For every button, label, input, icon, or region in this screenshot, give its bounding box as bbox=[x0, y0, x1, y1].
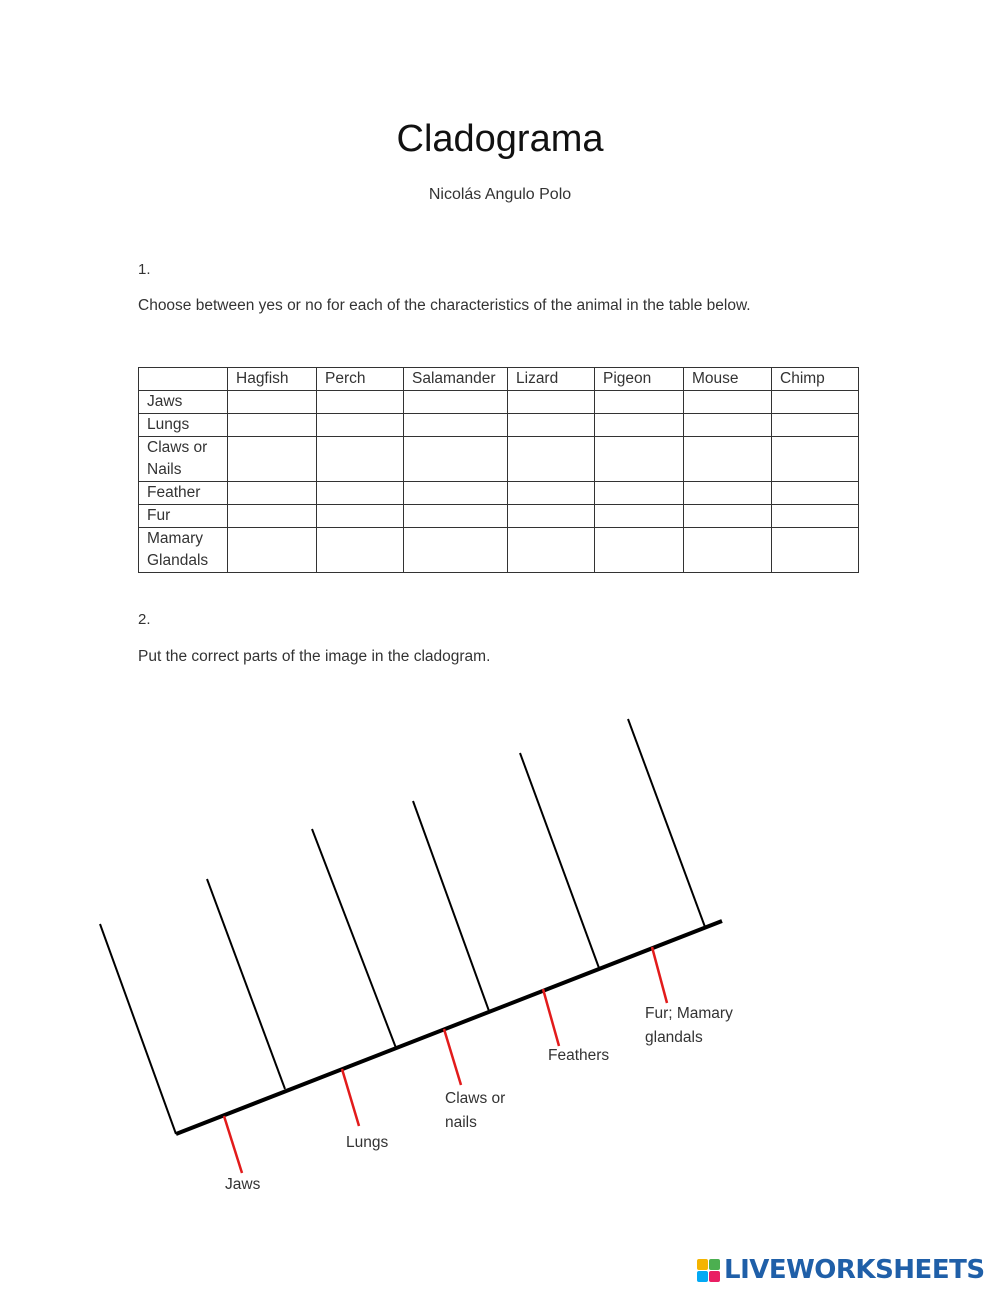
claws-marker bbox=[444, 1029, 461, 1085]
column-header: Hagfish bbox=[228, 368, 317, 391]
column-header: Salamander bbox=[404, 368, 508, 391]
fur-label-line2: glandals bbox=[645, 1029, 703, 1046]
lungs-label: Lungs bbox=[346, 1134, 389, 1151]
row-header-text: Lungs bbox=[147, 416, 190, 433]
branch-line bbox=[628, 719, 705, 927]
column-header: Lizard bbox=[508, 368, 595, 391]
question-2-instruction: Put the correct parts of the image in the cladogram. bbox=[138, 648, 491, 665]
row-header-text-line2: Glandals bbox=[147, 552, 209, 569]
page-title: Cladograma bbox=[396, 118, 604, 160]
column-header: Mouse bbox=[684, 368, 772, 391]
lungs-marker bbox=[342, 1069, 359, 1126]
branch-line bbox=[413, 801, 489, 1011]
column-header: Perch bbox=[317, 368, 404, 391]
logo-text: LIVEWORKSHEETS bbox=[724, 1255, 985, 1285]
jaws-label: Jaws bbox=[225, 1176, 261, 1193]
branch-line bbox=[520, 753, 599, 968]
row-header-text: Jaws bbox=[147, 393, 183, 410]
row-header-text: Feather bbox=[147, 484, 201, 501]
fur-label-line1: Fur; Mamary bbox=[645, 1005, 733, 1022]
logo-mark-icon bbox=[697, 1259, 720, 1282]
feathers-label: Feathers bbox=[548, 1047, 610, 1064]
branch-line bbox=[312, 829, 396, 1048]
question-1-number: 1. bbox=[138, 261, 151, 278]
fur-label bbox=[645, 1002, 733, 1050]
fur-marker bbox=[652, 947, 667, 1003]
row-header-text: Claws or bbox=[147, 439, 208, 456]
column-header: Pigeon bbox=[595, 368, 684, 391]
column-header: Chimp bbox=[772, 368, 859, 391]
branch-line bbox=[207, 879, 285, 1089]
question-2-number: 2. bbox=[138, 611, 151, 628]
liveworksheets-logo[interactable] bbox=[697, 1254, 985, 1286]
claws-label bbox=[445, 1087, 505, 1135]
feathers-marker bbox=[543, 989, 559, 1046]
row-header-text: Mamary bbox=[147, 530, 203, 547]
branch-line bbox=[100, 924, 176, 1134]
claws-label-line1: Claws or bbox=[445, 1090, 506, 1107]
question-1-instruction: Choose between yes or no for each of the characteristics of the animal in the table below. bbox=[138, 297, 751, 314]
claws-label-line2: nails bbox=[445, 1114, 477, 1131]
row-header-text: Fur bbox=[147, 507, 171, 524]
jaws-marker bbox=[224, 1116, 242, 1173]
row-header-text-line2: Nails bbox=[147, 461, 182, 478]
author-name: Nicolás Angulo Polo bbox=[428, 186, 572, 203]
